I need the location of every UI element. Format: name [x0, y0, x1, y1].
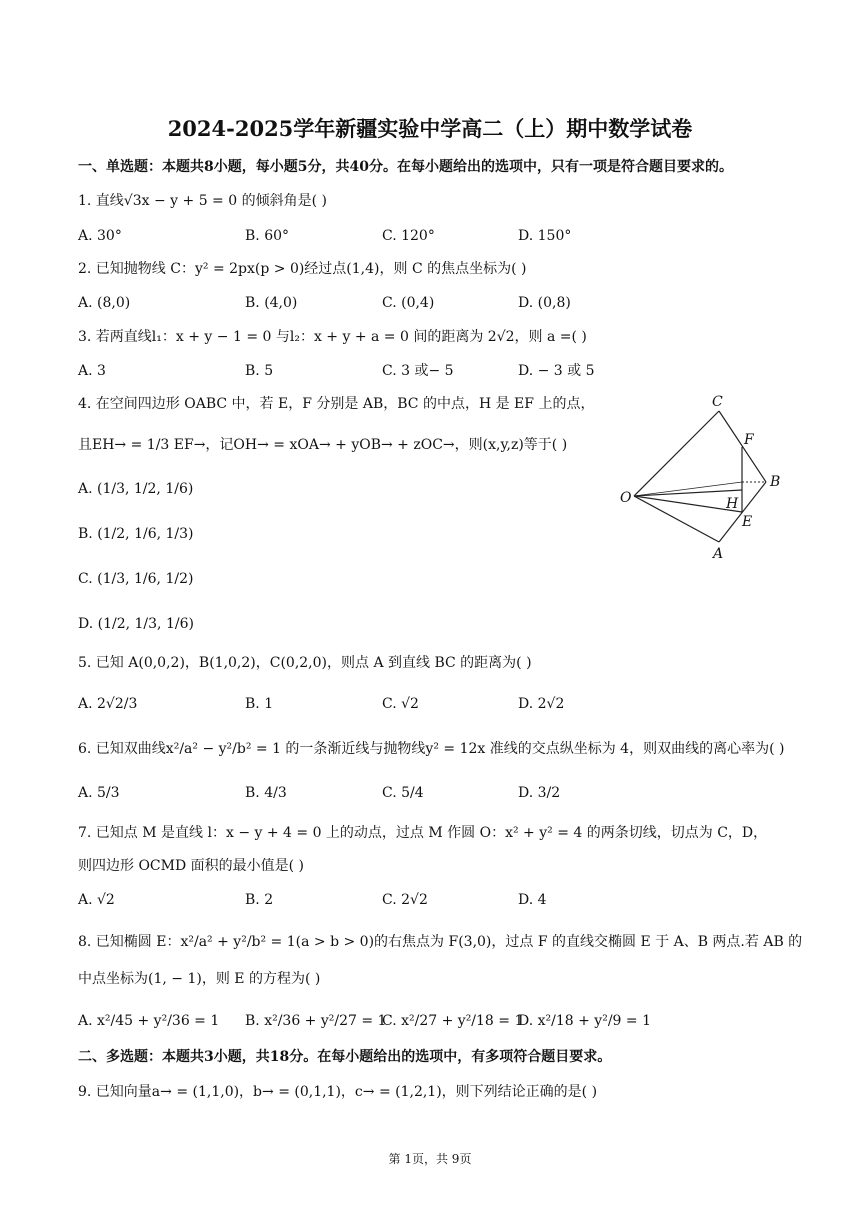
question-6-option-a: A. 5/3: [78, 785, 120, 801]
label-e: E: [742, 514, 753, 530]
question-7-option-a: A. √2: [78, 892, 115, 908]
edge-oc: [634, 411, 719, 496]
label-b: B: [770, 474, 781, 490]
question-8-option-a: A. x²/45 + y²/36 = 1: [78, 1013, 220, 1029]
question-1-option-a: A. 30°: [78, 228, 122, 244]
question-2-option-d: D. (0,8): [518, 295, 571, 311]
section-multi-choice-heading: 二、多选题：本题共3小题，共18分。在每小题给出的选项中，有多项符合题目要求。: [78, 1049, 612, 1065]
question-3-option-c: C. 3 或− 5: [382, 363, 454, 379]
question-8-option-b: B. x²/36 + y²/27 = 1: [245, 1013, 387, 1029]
segment-ob-visible: [634, 482, 742, 496]
question-6-stem: 6. 已知双曲线x²/a² − y²/b² = 1 的一条渐近线与抛物线y² = 12x 准线的交点纵坐标为 4，则双曲线的离心率为( ): [78, 741, 785, 757]
question-2-option-b: B. (4,0): [245, 295, 298, 311]
question-5-option-a: A. 2√2/3: [78, 696, 138, 712]
question-1-stem: 1. 直线√3x − y + 5 = 0 的倾斜角是( ): [78, 193, 327, 209]
question-7-stem-line-2: 则四边形 OCMD 面积的最小值是( ): [78, 858, 305, 874]
question-3-stem: 3. 若两直线l₁：x + y − 1 = 0 与l₂：x + y + a = 0 间的距离为 2√2，则 a =( ): [78, 329, 587, 345]
question-3-option-a: A. 3: [78, 363, 106, 379]
question-8-option-c: C. x²/27 + y²/18 = 1: [382, 1013, 524, 1029]
question-5-option-b: B. 1: [245, 696, 274, 712]
question-5-option-d: D. 2√2: [518, 696, 565, 712]
question-4-option-b: B. (1/2, 1/6, 1/3): [78, 526, 194, 542]
question-4-option-d: D. (1/2, 1/3, 1/6): [78, 616, 194, 632]
question-1-option-b: B. 60°: [245, 228, 290, 244]
question-2-option-c: C. (0,4): [382, 295, 435, 311]
question-5-option-c: C. √2: [382, 696, 419, 712]
question-7-stem-line-1: 7. 已知点 M 是直线 l：x − y + 4 = 0 上的动点，过点 M 作圆 O：x² + y² = 4 的两条切线，切点为 C，D，: [78, 825, 768, 841]
question-6-option-b: B. 4/3: [245, 785, 287, 801]
question-7-option-d: D. 4: [518, 892, 547, 908]
question-2-stem: 2. 已知抛物线 C：y² = 2px(p > 0)经过点(1,4)，则 C 的焦点坐标为( ): [78, 261, 527, 277]
section-single-choice-heading: 一、单选题：本题共8小题，每小题5分，共40分。在每小题给出的选项中，只有一项是符合题目要求的。: [78, 159, 733, 175]
question-8-stem-line-2: 中点坐标为(1, − 1)，则 E 的方程为( ): [78, 971, 321, 987]
label-f: F: [744, 432, 754, 448]
page-title: 2024-2025学年新疆实验中学高二（上）期中数学试卷: [167, 116, 693, 141]
page-footer: 第 1页，共 9页: [388, 1152, 472, 1166]
question-7-option-c: C. 2√2: [382, 892, 428, 908]
question-8-stem-line-1: 8. 已知椭圆 E：x²/a² + y²/b² = 1(a > b > 0)的右焦点为 F(3,0)，过点 F 的直线交椭圆 E 于 A、B 两点.若 AB 的: [78, 934, 803, 950]
question-4-figure: [612, 392, 792, 567]
question-6-option-c: C. 5/4: [382, 785, 424, 801]
question-2-option-a: A. (8,0): [78, 295, 131, 311]
question-9-stem: 9. 已知向量a→ = (1,1,0)，b→ = (0,1,1)，c→ = (1,2,1)，则下列结论正确的是( ): [78, 1084, 598, 1100]
question-4-stem-line-2: 且EH→ = 1/3 EF→，记OH→ = xOA→ + yOB→ + zOC→，则(x,y,z)等于( ): [78, 437, 568, 453]
question-5-stem: 5. 已知 A(0,0,2)，B(1,0,2)，C(0,2,0)，则点 A 到直线 BC 的距离为( ): [78, 655, 532, 671]
question-4-option-a: A. (1/3, 1/2, 1/6): [78, 481, 194, 497]
label-a: A: [713, 546, 724, 562]
label-c: C: [712, 394, 723, 410]
question-8-option-d: D. x²/18 + y²/9 = 1: [518, 1013, 651, 1029]
question-1-option-c: C. 120°: [382, 228, 435, 244]
question-7-option-b: B. 2: [245, 892, 274, 908]
question-4-option-c: C. (1/3, 1/6, 1/2): [78, 571, 194, 587]
question-6-option-d: D. 3/2: [518, 785, 561, 801]
question-4-stem-line-1: 4. 在空间四边形 OABC 中，若 E，F 分别是 AB，BC 的中点，H 是 EF 上的点，: [78, 396, 595, 412]
question-1-option-d: D. 150°: [518, 228, 572, 244]
question-3-option-b: B. 5: [245, 363, 274, 379]
question-3-option-d: D. − 3 或 5: [518, 363, 595, 379]
label-o: O: [620, 490, 632, 506]
label-h: H: [726, 496, 739, 512]
